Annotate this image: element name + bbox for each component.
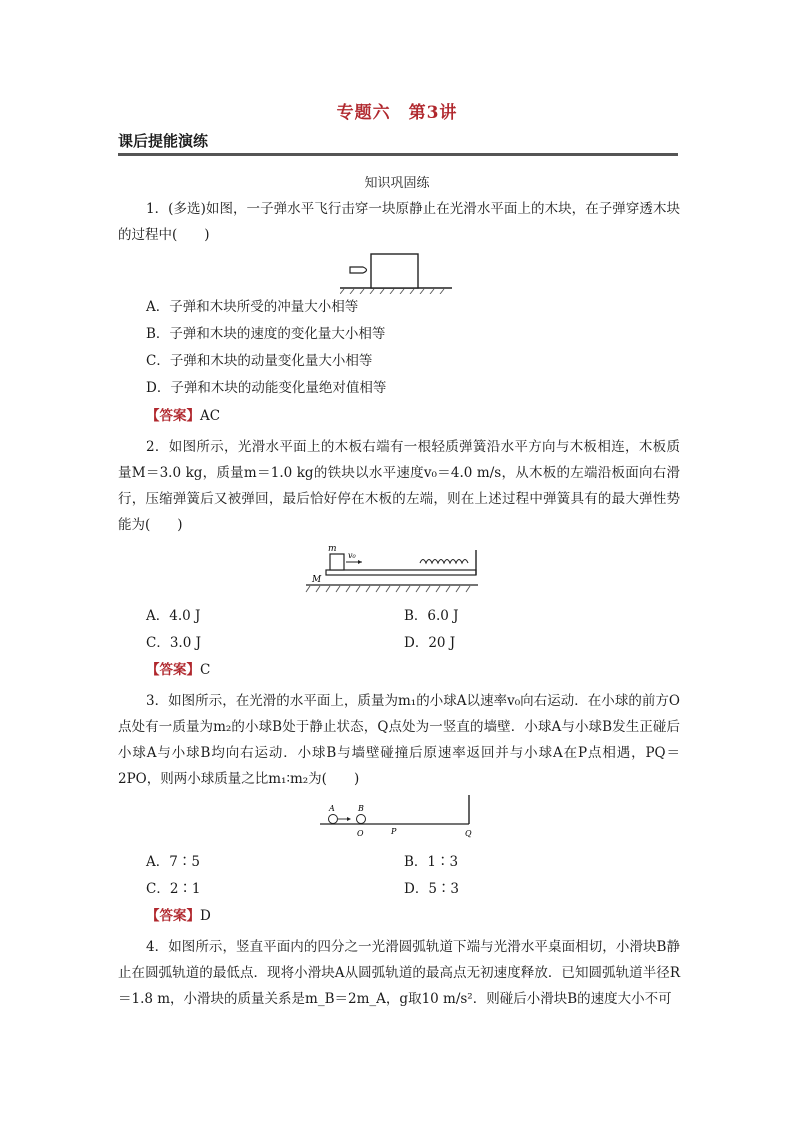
page-title: 专题六 第3讲 bbox=[336, 103, 458, 123]
ball-a bbox=[329, 815, 338, 824]
q3-figure bbox=[320, 795, 475, 839]
q2-figure bbox=[300, 542, 482, 594]
label-a: A bbox=[329, 804, 335, 813]
section-divider bbox=[118, 153, 678, 156]
q1-option-b: B．子弹和木块的速度的变化量大小相等 bbox=[146, 326, 386, 342]
q3-option-d: D．5∶3 bbox=[404, 881, 460, 897]
label-v0: v₀ bbox=[348, 551, 356, 560]
wood-block bbox=[371, 254, 418, 288]
q2-answer: 【答案】C bbox=[146, 662, 211, 678]
ball-b bbox=[357, 815, 366, 824]
bullet bbox=[350, 267, 367, 273]
q2-option-c: C．3.0 J bbox=[146, 635, 202, 651]
label-b: B bbox=[358, 804, 364, 813]
q2-option-d: D．20 J bbox=[404, 635, 456, 651]
section-heading: 课后提能演练 bbox=[118, 132, 209, 150]
q1-stem: 1．(多选)如图，一子弹水平飞行击穿一块原静止在光滑水平面上的木块，在子弹穿透木块的过程中( ) bbox=[118, 201, 680, 243]
q3-option-c: C．2∶1 bbox=[146, 881, 201, 897]
board bbox=[326, 570, 476, 575]
q1-figure bbox=[340, 250, 460, 294]
label-q: Q bbox=[465, 829, 472, 838]
q1-option-a: A．子弹和木块所受的冲量大小相等 bbox=[146, 299, 359, 315]
label-o: O bbox=[357, 829, 364, 838]
q1-answer: 【答案】AC bbox=[146, 408, 221, 424]
q2-option-a: A．4.0 J bbox=[146, 608, 201, 624]
label-p: P bbox=[391, 827, 397, 836]
q3-option-a: A．7∶5 bbox=[146, 854, 200, 870]
q2-option-b: B．6.0 J bbox=[404, 608, 459, 624]
q3-option-b: B．1∶3 bbox=[404, 854, 459, 870]
q3-stem: 3．如图所示，在光滑的水平面上，质量为m₁的小球A以速率v₀向右运动．在小球的前方O点处有一质量为m₂的小球B处于静止状态，Q点处为一竖直的墙壁．小球A与小球B发生正碰后小球A与小球B均向右运动．小球B与墙壁碰撞后原速率返回并与小球A在P点相遇，PQ＝2PO，则两小球质量之比m₁∶m₂为( ) bbox=[118, 693, 680, 787]
iron-block bbox=[330, 554, 344, 570]
spring bbox=[420, 560, 468, 564]
q3-answer: 【答案】D bbox=[146, 908, 211, 924]
label-M: M bbox=[312, 575, 322, 585]
label-m: m bbox=[328, 544, 337, 554]
q4-stem: 4．如图所示，竖直平面内的四分之一光滑圆弧轨道下端与光滑水平桌面相切，小滑块B静止在圆弧轨道的最低点．现将小滑块A从圆弧轨道的最高点无初速度释放．已知圆弧轨道半径R＝1.8 m，小滑块的质量关系是m_B＝2m_A，g取10 m/s²．则碰后小滑块B的速度大小不可 bbox=[118, 939, 680, 1007]
subheading: 知识巩固练 bbox=[364, 176, 430, 191]
q1-option-c: C．子弹和木块的动量变化量大小相等 bbox=[146, 353, 373, 369]
q2-stem: 2．如图所示，光滑水平面上的木板右端有一根轻质弹簧沿水平方向与木板相连，木板质量M＝3.0 kg，质量m＝1.0 kg的铁块以水平速度v₀＝4.0 m/s，从木板的左端沿板面向右滑行，压缩弹簧后又被弹回，最后恰好停在木板的左端，则在上述过程中弹簧具有的最大弹性势能为( ) bbox=[118, 439, 680, 533]
q1-option-d: D．子弹和木块的动能变化量绝对值相等 bbox=[146, 380, 387, 396]
